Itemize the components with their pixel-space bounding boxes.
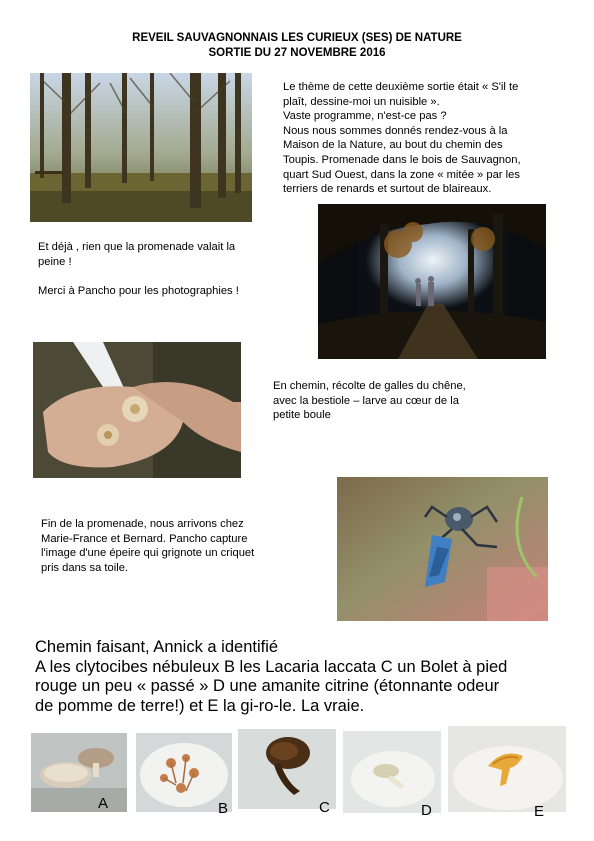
mushroom-label-a: A	[98, 795, 109, 812]
galls-line: petite boule	[273, 409, 331, 422]
intro-line: Le thème de cette deuxième sortie était « S'il te	[283, 81, 519, 93]
mushrooms-line: A les clytocibes nébuleux B les Lacaria laccata C un Bolet à pied	[35, 657, 508, 676]
walk-line	[38, 269, 239, 284]
mushroom-label-e: E	[534, 803, 545, 820]
mushroom-label-d: D	[421, 802, 432, 819]
mushrooms-line: de pomme de terre!) et E la gi-ro-le. La vraie.	[35, 696, 365, 715]
spider-line: pris dans sa toile.	[41, 561, 129, 574]
mushroom-photo-d	[343, 731, 441, 813]
galls-photo	[33, 342, 241, 478]
mushroom-label-b: B	[218, 800, 229, 817]
mushrooms-line: rouge un peu « passé » D une amanite citrine (étonnante odeur	[35, 677, 500, 696]
mushroom-photo-e	[448, 726, 566, 812]
galls-line: avec la bestiole – larve au cœur de la	[273, 394, 459, 407]
galls-line: En chemin, récolte de galles du chêne,	[273, 380, 466, 392]
intro-line: quart Sud Ouest, dans la zone « mitée » par les	[283, 168, 520, 181]
mushroom-photo-c	[238, 729, 336, 809]
title-line-1: REVEIL SAUVAGNONNAIS LES CURIEUX (SES) DE NATURE	[132, 32, 462, 44]
forest-photo	[30, 73, 252, 222]
mushroom-photo-a	[31, 733, 127, 812]
mushrooms-line: Chemin faisant, Annick a identifié	[35, 638, 279, 656]
spider-photo	[337, 477, 548, 621]
path-photo	[318, 204, 546, 359]
intro-line: Vaste programme, n'est-ce pas ?	[283, 110, 447, 123]
intro-text	[283, 80, 521, 197]
intro-line: Toupis. Promenade dans le bois de Sauvagnon,	[283, 153, 521, 166]
spider-text	[41, 517, 254, 575]
spider-line: Marie-France et Bernard. Pancho capture	[41, 532, 248, 545]
page-title	[0, 31, 594, 61]
mushrooms-text	[35, 638, 507, 716]
intro-line: Nous nous sommes donnés rendez-vous à la	[283, 124, 508, 137]
walk-line: Et déjà , rien que la promenade valait la	[38, 241, 236, 253]
intro-line: terriers de renards et surtout de blaireaux.	[283, 183, 492, 196]
galls-text	[273, 379, 466, 423]
walk-line: Merci à Pancho pour les photographies !	[38, 284, 239, 297]
spider-line: l'image d'une épeire qui grignote un criquet	[41, 547, 255, 560]
walk-line: peine !	[38, 255, 72, 268]
mushroom-label-c: C	[319, 799, 330, 816]
walk-text	[38, 240, 239, 298]
intro-line: Maison de la Nature, au bout du chemin des	[283, 139, 503, 152]
spider-line: Fin de la promenade, nous arrivons chez	[41, 518, 244, 530]
title-line-2: SORTIE DU 27 NOVEMBRE 2016	[208, 47, 386, 59]
intro-line: plaît, dessine-moi un nuisible ».	[283, 95, 440, 108]
